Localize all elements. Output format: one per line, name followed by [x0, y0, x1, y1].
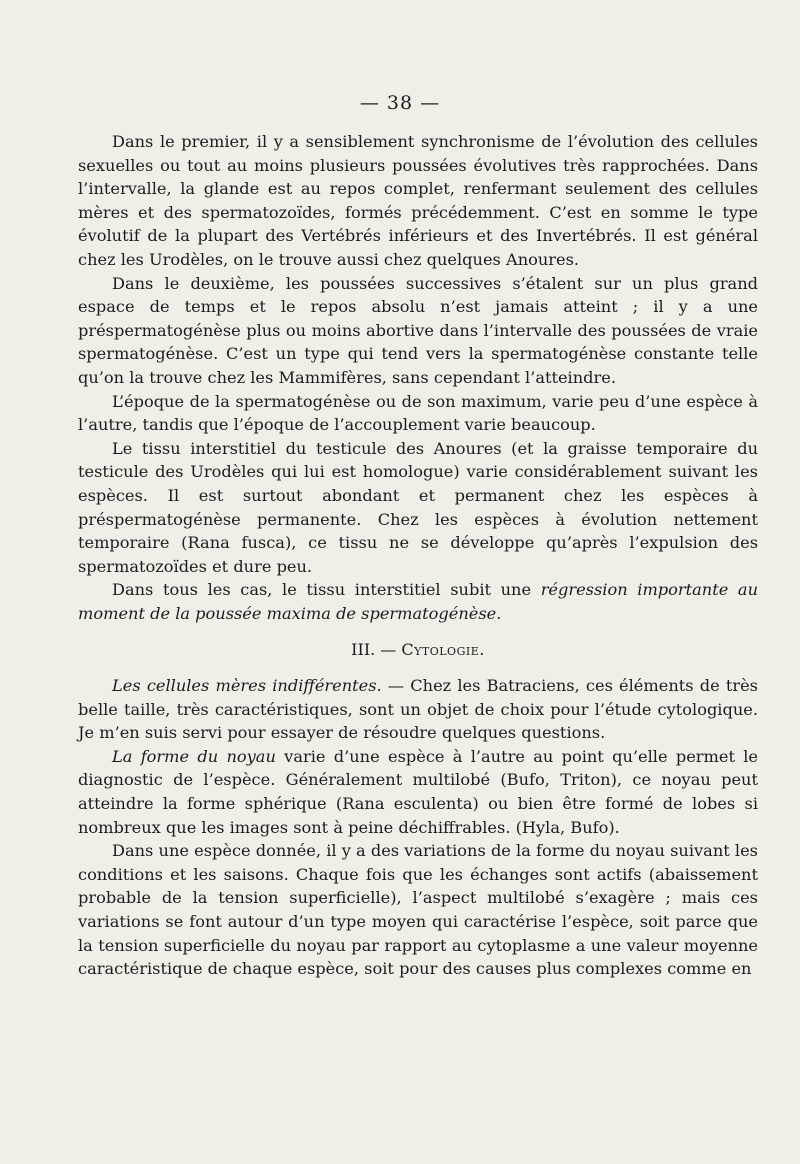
section-number: III. — [351, 640, 402, 660]
section-heading [78, 638, 758, 662]
paragraph-7-rest: varie d’une espèce à l’autre au point qu’elle permet le diagnostic de l’espèce. Généralement multilobé (Bufo, Triton), ce noyau peut atteindre la forme sphérique (Rana esculenta) ou bien être formé de lobes si nombreux que les images sont à peine déchiffrables. (Hyla, Bufo). [78, 746, 758, 837]
paragraph-8: Dans une espèce donnée, il y a des variations de la forme du noyau suivant les conditions et les saisons. Chaque fois que les échanges sont actifs (abaissement probable de la tension superficielle), l’aspect multilobé s’exagère ; mais ces variations se font autour d’un type moyen qui caractérise l’espèce, soit parce que la tension superficielle du noyau par rapport au cytoplasme a une valeur moyenne caractéristique de chaque espèce, soit pour des causes plus complexes comme en [78, 841, 758, 979]
body-text [78, 130, 758, 981]
paragraph-7 [78, 745, 758, 839]
paragraph-5-italic: régression importante au moment de la poussée maxima de spermatogénèse. [78, 580, 758, 623]
paragraph-6 [78, 674, 758, 745]
paragraph-6-rest: — Chez les Batraciens, ces éléments de très belle taille, très caractéristiques, sont un objet de choix pour l’étude cytologique. Je m’en suis servi pour essayer de résoudre quelques questions. [78, 676, 758, 743]
paragraph-1: Dans le premier, il y a sensiblement synchronisme de l’évolution des cellules sexuelles ou tout au moins plusieurs poussées évolutives très rapprochées. Dans l’intervalle, la glande est au repos complet, renfermant seulement des cellules mères et des spermatozoïdes, formés précédemment. C’est en somme le type évolutif de la plupart des Vertébrés inférieurs et des Invertébrés. Il est général chez les Urodèles, on le trouve aussi chez quelques Anoures. [78, 132, 758, 269]
section-title: Cytologie. [401, 640, 485, 660]
paragraph-3: L’époque de la spermatogénèse ou de son maximum, varie peu d’une espèce à l’autre, tandis que l’époque de l’accouplement varie beaucoup. [78, 391, 758, 435]
paragraph-6-italic: Les cellules mères indifférentes. [112, 676, 382, 696]
paragraph-5-lead: Dans tous les cas, le tissu interstitiel subit une [112, 580, 541, 600]
paragraph-7-italic: La forme du noyau [112, 746, 276, 766]
page-number: — 38 — [359, 92, 441, 114]
paragraph-5 [78, 578, 758, 625]
paragraph-2: Dans le deuxième, les poussées successives s’étalent sur un plus grand espace de temps et le repos absolu n’est jamais atteint ; il y a une préspermatogénèse plus ou moins abortive dans l’intervalle des poussées de vraie spermatogénèse. C’est un type qui tend vers la spermatogénèse constante telle qu’on la trouve chez les Mammifères, sans cependant l’atteindre. [78, 273, 758, 387]
paragraph-4: Le tissu interstitiel du testicule des Anoures (et la graisse temporaire du testicule des Urodèles qui lui est homologue) varie considérablement suivant les espèces. Il est surtout abondant et permanent chez les espèces à préspermatogénèse permanente. Chez les espèces à évolution nettement temporaire (Rana fusca), ce tissu ne se développe qu’après l’expulsion des spermatozoïdes et dure peu. [78, 438, 758, 576]
